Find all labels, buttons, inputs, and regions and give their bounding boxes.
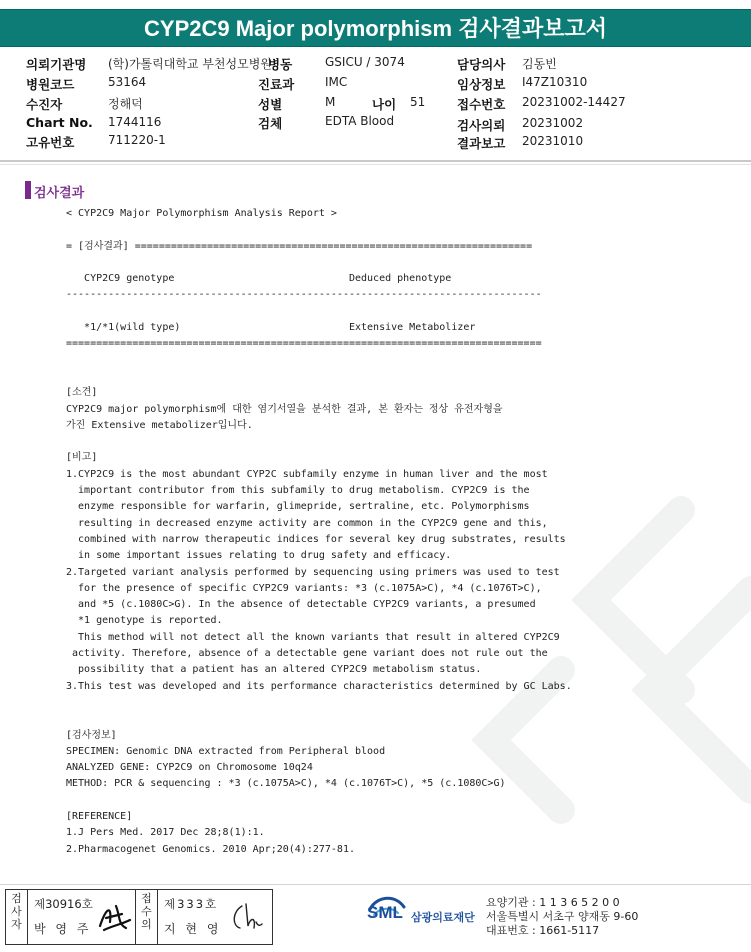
footer-divider xyxy=(0,884,751,885)
report-line: 2.Targeted variant analysis performed by sequencing using primers was used to test xyxy=(66,566,560,578)
report-line: SPECIMEN: Genomic DNA extracted from Peripheral blood xyxy=(66,745,386,757)
report-line: [비고] xyxy=(66,452,98,464)
report-line: *1/*1(wild type) Extensive Metabolizer xyxy=(66,322,476,334)
examiner-name: 박 영 주 xyxy=(34,922,92,936)
report-line: important contributor from this subfamily to drug metabolism. CYP2C9 is the xyxy=(66,485,530,497)
report-line: [검사정보] xyxy=(66,729,117,741)
report-line xyxy=(66,353,626,369)
ward-value: GSICU / 3074 xyxy=(325,55,405,69)
attending-doctor-value: 김동빈 xyxy=(522,57,557,71)
report-line xyxy=(66,369,626,385)
section-marker xyxy=(25,181,31,199)
unique-number-value: 711220-1 xyxy=(108,133,166,147)
report-line: activity. Therefore, absence of a detectable gene variant does not rule out the xyxy=(66,648,548,660)
department-label: 진료과 xyxy=(258,77,295,92)
hospital-code-label: 병원코드 xyxy=(26,77,75,92)
signature-box xyxy=(5,889,273,945)
report-line: in some important issues relating to drug safety and efficacy. xyxy=(66,550,452,562)
report-line: 1.CYP2C9 is the most abundant CYP2C subfamily enzyme in human liver and the most xyxy=(66,468,548,480)
report-line: ANALYZED GENE: CYP2C9 on Chromosome 10q24 xyxy=(66,762,313,774)
clinical-info-value: I47Z10310 xyxy=(522,75,588,89)
chart-no-label: Chart No. xyxy=(26,115,93,130)
examiner-license-number: 제30916호 xyxy=(34,897,93,911)
report-line: < CYP2C9 Major Polymorphism Analysis Report > xyxy=(66,208,337,219)
receipt-number-value: 20231002-14427 xyxy=(522,95,626,109)
sml-logo-text: SML xyxy=(367,903,403,922)
requesting-institution-value: (학)가톨릭대학교 부천성모병원 xyxy=(108,57,272,71)
report-line: 3.This test was developed and its performance characteristics determined by GC Labs. xyxy=(66,680,572,692)
age-label: 나이 xyxy=(372,97,397,112)
report-line xyxy=(66,304,626,320)
examiner-signature xyxy=(96,900,132,934)
receiver-name: 지 현 영 xyxy=(164,922,222,936)
specimen-label: 검체 xyxy=(258,116,283,131)
requesting-institution-label: 의뢰기관명 xyxy=(26,57,87,72)
age-value: 51 xyxy=(410,95,426,109)
report-line: and *5 (c.1080C>G). In the absence of detectable CYP2C9 variants, a presumed xyxy=(66,599,536,611)
report-line: enzyme responsible for warfarin, glimepride, sertraline, etc. Polymorphisms xyxy=(66,501,530,513)
report-line: resulting in decreased enzyme activity are common in the CYP2C9 gene and this, xyxy=(66,517,548,529)
section-title: 검사결과 xyxy=(34,186,85,201)
receiver-role: 접 수 의 xyxy=(136,890,158,944)
receiver-license-number: 제333호 xyxy=(164,897,219,911)
report-line xyxy=(66,434,626,450)
report-line: [REFERENCE] xyxy=(66,810,133,822)
report-line: for the presence of specific CYP2C9 variants: *3 (c.1075A>C), *4 (c.1076T>C), xyxy=(66,582,542,594)
lab-info-line: 대표번호 : 1661-5117 xyxy=(486,924,600,937)
report-title: CYP2C9 Major polymorphism 검사결과보고서 xyxy=(0,9,751,47)
report-line: 가진 Extensive metabolizer입니다. xyxy=(66,419,253,431)
report-line: ------------------------------------------------------------------------------- xyxy=(66,289,542,301)
report-body xyxy=(66,206,626,858)
receiver-cell xyxy=(158,890,272,944)
sex-value: M xyxy=(325,95,336,109)
report-line: 1.J Pers Med. 2017 Dec 28;8(1):1. xyxy=(66,827,265,839)
receipt-number-label: 접수번호 xyxy=(457,97,506,112)
sex-label: 성별 xyxy=(258,97,283,112)
report-line xyxy=(66,695,626,711)
report-line xyxy=(66,711,626,727)
ward-label: 병동 xyxy=(268,57,293,72)
report-date-label: 결과보고 xyxy=(457,136,506,151)
request-date-value: 20231002 xyxy=(522,116,584,130)
report-line: possibility that a patient has an altered CYP2C9 metabolism status. xyxy=(66,664,482,676)
department-value: IMC xyxy=(325,75,348,89)
report-line xyxy=(66,222,626,238)
request-date-label: 검사의뢰 xyxy=(457,118,506,133)
specimen-value: EDTA Blood xyxy=(325,114,395,128)
report-line: *1 genotype is reported. xyxy=(66,615,223,627)
chart-no-value: 1744116 xyxy=(108,115,162,129)
report-line: METHOD: PCR & sequencing : *3 (c.1075A>C), *4 (c.1076T>C), *5 (c.1080C>G) xyxy=(66,778,506,790)
unique-number-label: 고유번호 xyxy=(26,135,75,150)
lab-info-line: 서울특별시 서초구 양재동 9-60 xyxy=(486,910,639,923)
report-line: [소견] xyxy=(66,387,98,399)
report-line: CYP2C9 genotype Deduced phenotype xyxy=(66,273,452,285)
patient-name-label: 수진자 xyxy=(26,97,63,112)
report-line: This method will not detect all the known variants that result in altered CYP2C9 xyxy=(66,631,560,643)
header-divider xyxy=(0,160,751,162)
examiner-cell xyxy=(28,890,136,944)
report-line: 2.Pharmacogenet Genomics. 2010 Apr;20(4):277-81. xyxy=(66,843,355,855)
lab-name: 삼광의료재단 xyxy=(411,911,475,924)
attending-doctor-label: 담당의사 xyxy=(457,57,506,72)
report-date-value: 20231010 xyxy=(522,134,584,148)
patient-name-value: 정해덕 xyxy=(108,97,143,111)
lab-info xyxy=(486,896,638,938)
lab-info-line: 요양기관 : 1 1 3 6 5 2 0 0 xyxy=(486,896,620,909)
report-line: = [검사결과] ================================================================== xyxy=(66,240,533,252)
report-line: combined with narrow therapeutic indices for several key drug substrates, results xyxy=(66,533,566,545)
report-line xyxy=(66,793,626,809)
clinical-info-label: 임상정보 xyxy=(457,77,506,92)
examiner-role: 검 사 자 xyxy=(6,890,28,944)
hospital-code-value: 53164 xyxy=(108,75,147,89)
report-line xyxy=(66,255,626,271)
header-divider-thin xyxy=(0,164,751,165)
report-line: =============================================================================== xyxy=(66,338,542,350)
patient-info xyxy=(0,54,751,154)
receiver-signature xyxy=(228,900,264,934)
report-line: CYP2C9 major polymorphism에 대한 염기서열을 분석한 결과, 본 환자는 정상 유전자형을 xyxy=(66,403,503,415)
